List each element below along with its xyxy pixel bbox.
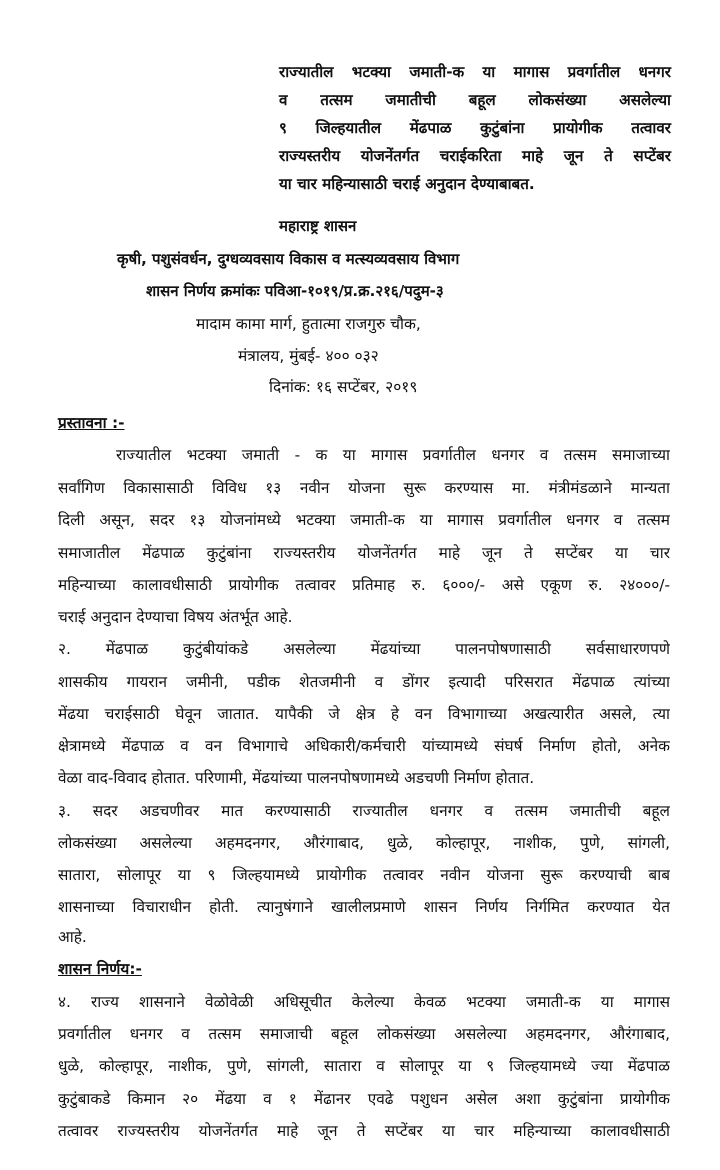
preamble-para1-line: महिन्याच्या कालावधीसाठी प्रायोगीक तत्वावर प्रतिमाह रु. ६०००/- असे एकूण रु. २४०००/- bbox=[58, 576, 670, 594]
preamble-para1-line: सर्वांगिण विकासासाठी विविध १३ नवीन योजना सुरू करण्यास मा. मंत्रीमंडळाने मान्यता bbox=[58, 479, 670, 497]
subject-line: राज्यस्तरीय योजनेंतर्गत चराईकरिता माहे जून ते सप्टेंबर bbox=[279, 147, 671, 165]
decision-para4-line: कुटुंबाकडे किमान २० मेंढया व १ मेंढानर एवढे पशुधन असेल अशा कुटुंबांना प्रायोगीक bbox=[58, 1090, 670, 1108]
gr-number: शासन निर्णय क्रमांकः पविआ-१०१९/प्र.क्र.२१६/पदुम-३ bbox=[146, 282, 444, 300]
preamble-para1-line: दिली असून, सदर १३ योजनांमध्ये भटक्या जमाती-क या मागास प्रवर्गातील धनगर व तत्सम bbox=[58, 511, 670, 529]
decision-para4-line: तत्वावर राज्यस्तरीय योजनेंतर्गत माहे जून ते सप्टेंबर या चार महिन्याच्या कालावधीसाठी bbox=[58, 1122, 670, 1140]
subject-line: ९ जिल्हयातील मेंढपाळ कुटुंबांना प्रायोगीक तत्वावर bbox=[279, 119, 671, 137]
preamble-para3-line: शासनाच्या विचाराधीन होती. त्यानुषंगाने खालीलप्रमाणे शासन निर्णय निर्गमित करण्यात येत bbox=[58, 898, 670, 916]
decision-para4-line: ४. राज्य शासनाने वेळोवेळी अधिसूचीत केलेल्या केवळ भटक्या जमाती-क या मागास bbox=[58, 993, 670, 1011]
address-line-2: मंत्रालय, मुंबई- ४०० ०३२ bbox=[238, 347, 379, 365]
preamble-para1-line: राज्यातील भटक्या जमाती - क या मागास प्रवर्गातील धनगर व तत्सम समाजाच्या bbox=[116, 446, 670, 464]
preamble-para2-line: २. मेंढपाळ कुटुंबीयांकडे असलेल्या मेंढयांच्या पालनपोषणासाठी सर्वसाधारणपणे bbox=[58, 640, 670, 658]
subject-block bbox=[279, 58, 671, 198]
preamble-para2-line: मेंढया चराईसाठी घेवून जातात. यापैकी जे क्षेत्र हे वन विभागाच्या अखत्यारीत असले, त्या bbox=[58, 705, 670, 723]
decision-para4-line: धुळे, कोल्हापूर, नाशीक, पुणे, सांगली, सातारा व सोलापूर या ९ जिल्हयामध्ये ज्या मेंढपाळ bbox=[58, 1057, 670, 1075]
preamble-para1-line: चराई अनुदान देण्याचा विषय अंतर्भूत आहे. bbox=[58, 608, 293, 626]
subject-line: व तत्सम जमातीची बहूल लोकसंख्या असलेल्या bbox=[279, 91, 671, 109]
preamble-heading: प्रस्तावना :- bbox=[58, 414, 125, 432]
address-line-1: मादाम कामा मार्ग, हुतात्मा राजगुरु चौक, bbox=[196, 315, 421, 333]
issue-date: दिनांक: १६ सप्टेंबर, २०१९ bbox=[269, 378, 418, 396]
preamble-para3-line: लोकसंख्या असलेल्या अहमदनगर, औरंगाबाद, धुळे, कोल्हापूर, नाशीक, पुणे, सांगली, bbox=[58, 834, 670, 852]
government-name: महाराष्ट्र शासन bbox=[279, 217, 357, 235]
preamble-para2-line: वेळा वाद-विवाद होतात. परिणामी, मेंढयांच्या पालनपोषणामध्ये अडचणी निर्माण होतात. bbox=[58, 769, 535, 787]
decision-heading: शासन निर्णय:- bbox=[58, 960, 142, 978]
subject-line: राज्यातील भटक्या जमाती-क या मागास प्रवर्गातील धनगर bbox=[279, 63, 671, 81]
subject-line: या चार महिन्यासाठी चराई अनुदान देण्याबाबत. bbox=[279, 175, 535, 193]
decision-para4-line: प्रवर्गातील धनगर व तत्सम समाजाची बहूल लोकसंख्या असलेल्या अहमदनगर, औरंगाबाद, bbox=[58, 1025, 670, 1043]
preamble-para3-line: ३. सदर अडचणीवर मात करण्यासाठी राज्यातील धनगर व तत्सम जमातीची बहूल bbox=[58, 802, 670, 820]
department-name: कृषी, पशुसंवर्धन, दुग्धव्यवसाय विकास व मत्स्यव्यवसाय विभाग bbox=[117, 250, 460, 268]
preamble-para3-line: सातारा, सोलापूर या ९ जिल्हयामध्ये प्रायोगीक तत्वावर नवीन योजना सुरू करण्याची बाब bbox=[58, 866, 670, 884]
preamble-para2-line: क्षेत्रामध्ये मेंढपाळ व वन विभागाचे अधिकारी/कर्मचारी यांच्यामध्ये संघर्ष निर्माण होतो, अनेक bbox=[58, 737, 670, 755]
preamble-para2-line: शासकीय गायरान जमीनी, पडीक शेतजमीनी व डोंगर इत्यादी परिसरात मेंढपाळ त्यांच्या bbox=[58, 673, 670, 691]
preamble-para1-line: समाजातील मेंढपाळ कुटुंबांना राज्यस्तरीय योजनेंतर्गत माहे जून ते सप्टेंबर या चार bbox=[58, 544, 670, 562]
preamble-para3-line: आहे. bbox=[58, 928, 87, 946]
